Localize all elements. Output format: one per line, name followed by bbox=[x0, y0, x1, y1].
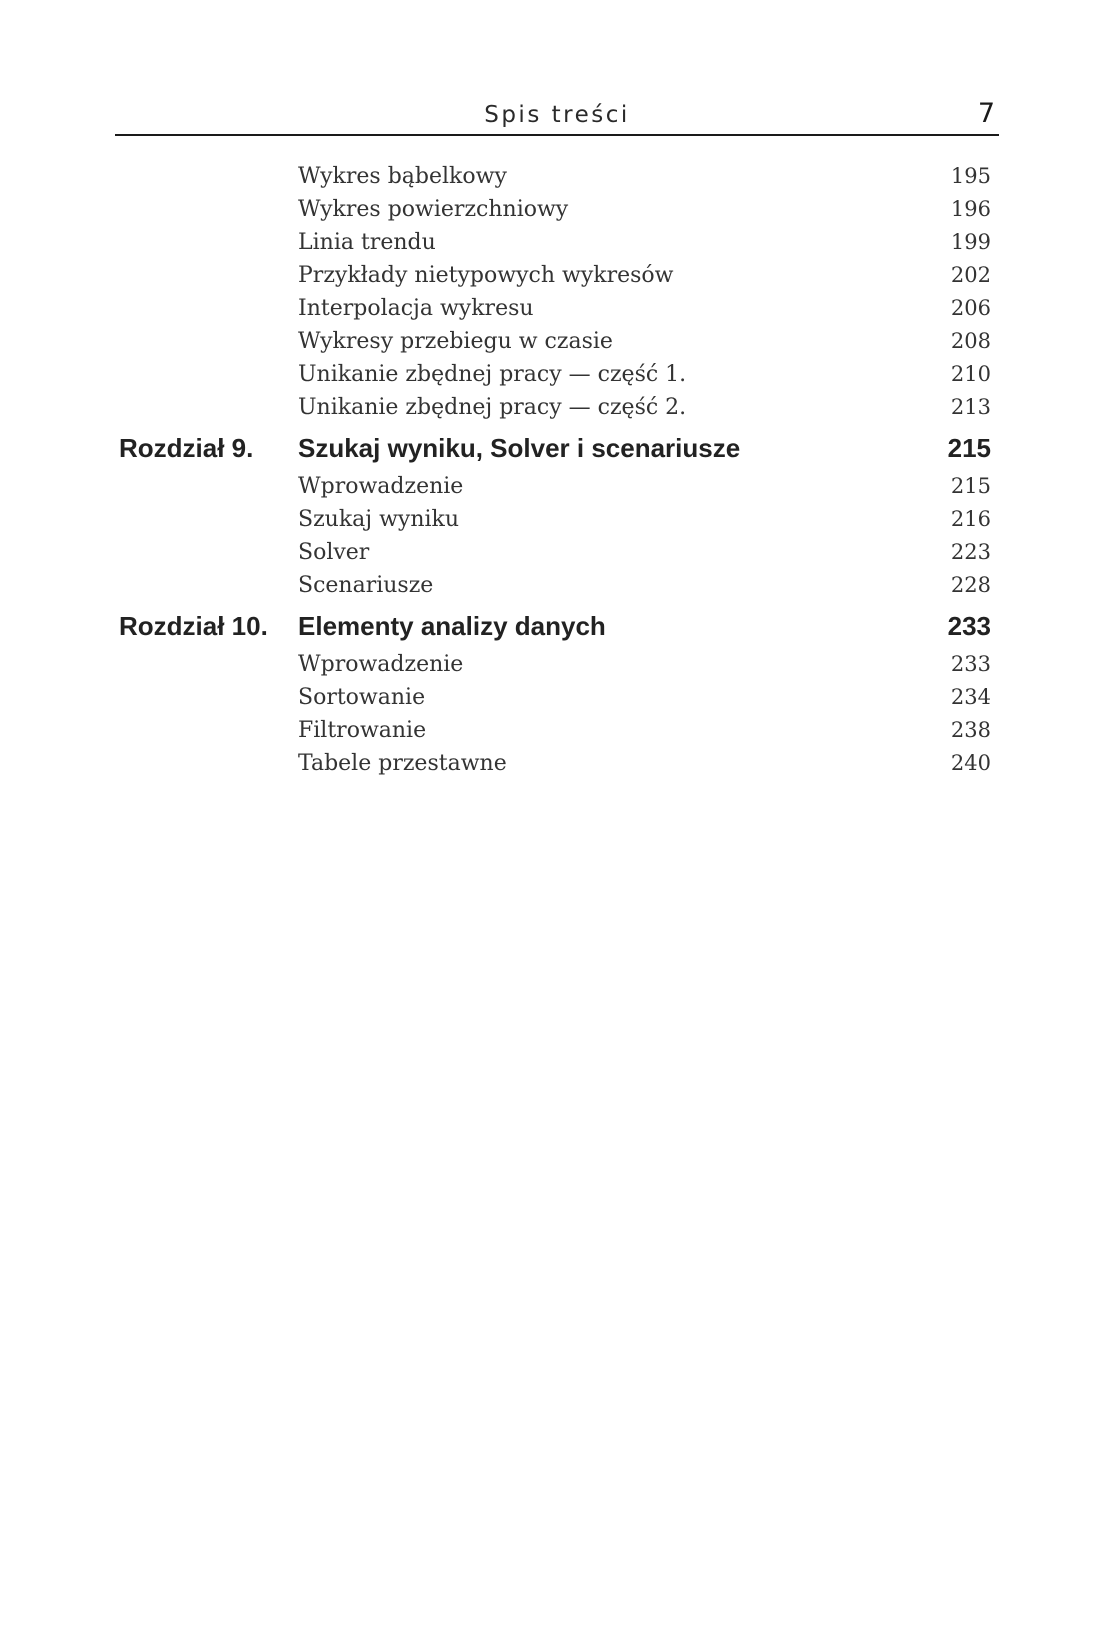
toc-entry-title: Tabele przestawne bbox=[298, 751, 507, 776]
toc-entry[interactable] bbox=[115, 193, 999, 226]
page-header bbox=[115, 98, 999, 136]
toc-entry-page: 233 bbox=[950, 652, 991, 676]
chapter-title: Elementy analizy danych bbox=[298, 611, 606, 641]
toc-entry[interactable] bbox=[115, 292, 999, 325]
toc-entry-title: Wykresy przebiegu w czasie bbox=[298, 329, 613, 354]
toc-entry[interactable] bbox=[115, 536, 999, 569]
toc-entry-page: 213 bbox=[950, 395, 991, 419]
toc-entry-title: Wykres bąbelkowy bbox=[298, 164, 507, 189]
chapter-title: Szukaj wyniku, Solver i scenariusze bbox=[298, 433, 741, 463]
toc-entry[interactable] bbox=[115, 503, 999, 536]
toc-entry[interactable] bbox=[115, 259, 999, 292]
chapter-label: Rozdział 10. bbox=[119, 611, 268, 641]
toc-entry-page: 215 bbox=[950, 474, 991, 498]
toc-entry[interactable] bbox=[115, 160, 999, 193]
toc-entry-page: 202 bbox=[950, 263, 991, 287]
toc-entry-title: Wprowadzenie bbox=[298, 652, 464, 677]
toc-entry-page: 206 bbox=[950, 296, 991, 320]
toc-entry-title: Filtrowanie bbox=[298, 718, 427, 743]
running-head-title: Spis treści bbox=[484, 102, 630, 128]
toc-entry-page: 234 bbox=[950, 685, 991, 709]
toc-entry[interactable] bbox=[115, 325, 999, 358]
toc-entry-page: 208 bbox=[950, 329, 991, 353]
toc-entry-page: 216 bbox=[950, 507, 991, 531]
toc-entry-title: Sortowanie bbox=[298, 685, 426, 710]
toc-entry[interactable] bbox=[115, 569, 999, 602]
toc-entry-title: Scenariusze bbox=[298, 573, 434, 598]
chapter-page: 215 bbox=[947, 433, 991, 463]
toc-entry-page: 228 bbox=[950, 573, 991, 597]
toc-entry[interactable] bbox=[115, 470, 999, 503]
chapter-heading-10[interactable] bbox=[115, 606, 999, 647]
toc-entry[interactable] bbox=[115, 681, 999, 714]
toc-entry-title: Wykres powierzchniowy bbox=[298, 197, 569, 222]
toc-entry[interactable] bbox=[115, 648, 999, 681]
chapter-page: 233 bbox=[947, 611, 991, 641]
table-of-contents bbox=[115, 160, 999, 780]
chapter-heading-9[interactable] bbox=[115, 428, 999, 469]
toc-entry-title: Przykłady nietypowych wykresów bbox=[298, 263, 674, 288]
toc-entry-page: 223 bbox=[950, 540, 991, 564]
toc-entry-title: Wprowadzenie bbox=[298, 474, 464, 499]
toc-entry-title: Unikanie zbędnej pracy — część 1. bbox=[298, 362, 687, 387]
chapter-label: Rozdział 9. bbox=[119, 433, 254, 463]
toc-entry[interactable] bbox=[115, 714, 999, 747]
toc-entry-page: 210 bbox=[950, 362, 991, 386]
page-number: 7 bbox=[977, 98, 995, 129]
toc-entry-page: 199 bbox=[950, 230, 991, 254]
toc-entry-title: Solver bbox=[298, 540, 370, 565]
toc-entry-page: 195 bbox=[950, 164, 991, 188]
toc-entry-title: Interpolacja wykresu bbox=[298, 296, 534, 321]
toc-entry-title: Linia trendu bbox=[298, 230, 436, 255]
toc-entry-page: 238 bbox=[950, 718, 991, 742]
toc-entry-title: Unikanie zbędnej pracy — część 2. bbox=[298, 395, 687, 420]
toc-entry[interactable] bbox=[115, 391, 999, 424]
toc-entry-page: 240 bbox=[950, 751, 991, 775]
toc-entry[interactable] bbox=[115, 226, 999, 259]
toc-entry[interactable] bbox=[115, 358, 999, 391]
toc-entry[interactable] bbox=[115, 747, 999, 780]
toc-entry-title: Szukaj wyniku bbox=[298, 507, 460, 532]
toc-entry-page: 196 bbox=[950, 197, 991, 221]
